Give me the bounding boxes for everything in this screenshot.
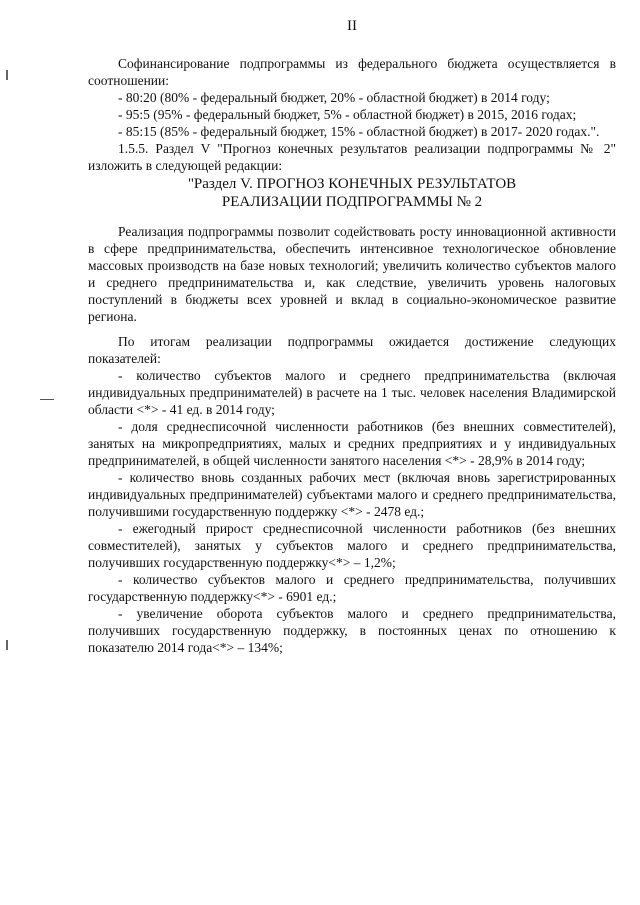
margin-mark (6, 640, 8, 650)
paragraph: Софинансирование подпрограммы из федерального бюджета осуществляется в соотношении: (88, 56, 616, 88)
list-item: - количество субъектов малого и среднего предпринимательства (включая индивидуальных предпринимателей) в расчете на 1 тыс. человек населения Владимирской области <*> - 41 ед. в 2014 году; (88, 368, 616, 417)
list-item: - количество субъектов малого и среднего предпринимательства, получивших государственную поддержку<*> - 6901 ед.; (88, 572, 616, 604)
page-number: II (347, 18, 357, 34)
paragraph: - 85:15 (85% - федеральный бюджет, 15% - областной бюджет) в 2017- 2020 годах.". (118, 124, 600, 139)
paragraph: По итогам реализации подпрограммы ожидается достижение следующих показателей: (88, 334, 616, 366)
paragraph: 1.5.5. Раздел V "Прогноз конечных результатов реализации подпрограммы № 2" изложить в следующей редакции: (88, 141, 616, 173)
heading-line: РЕАЛИЗАЦИИ ПОДПРОГРАММЫ № 2 (221, 194, 483, 210)
list-item: - увеличение оборота субъектов малого и среднего предпринимательства, получивших государственную поддержку, в постоянных ценах по отношению к показателю 2014 года<*> – 134%; (88, 606, 616, 655)
margin-mark (6, 70, 8, 80)
heading-line: "Раздел V. ПРОГНОЗ КОНЕЧНЫХ РЕЗУЛЬТАТОВ (187, 176, 517, 192)
list-item: - ежегодный прирост среднесписочной численности работников (без внешних совместителей), занятых у субъектов малого и среднего предпринимательства, получивших государственную поддержку<*> – 1,2%; (88, 521, 616, 570)
section-heading (88, 175, 616, 211)
margin-dash (40, 399, 54, 400)
paragraph: Реализация подпрограммы позволит содействовать росту инновационной активности в сфере предпринимательства, обеспечить интенсивное технологическое обновление массовых производств на базе новых технологий; увеличить количество субъектов малого и среднего предпринимательства и, как следствие, увеличить уровень налоговых поступлений в бюджеты всех уровней и вклад в социально-экономическое развитие региона. (88, 224, 616, 324)
document-page (88, 18, 616, 656)
list-item: - количество вновь созданных рабочих мест (включая вновь зарегистрированных индивидуальных предпринимателей) субъектами малого и среднего предпринимательства, получившими государственную поддержку <*> - 2478 ед.; (88, 470, 616, 519)
paragraph: - 80:20 (80% - федеральный бюджет, 20% - областной бюджет) в 2014 году; (118, 90, 550, 105)
paragraph: - 95:5 (95% - федеральный бюджет, 5% - областной бюджет) в 2015, 2016 годах; (118, 107, 577, 122)
list-item: - доля среднесписочной численности работников (без внешних совместителей), занятых на микропредприятиях, малых и средних предприятиях и у индивидуальных предпринимателей, в общей численности занятого населения <*> - 28,9% в 2014 году; (88, 419, 616, 468)
